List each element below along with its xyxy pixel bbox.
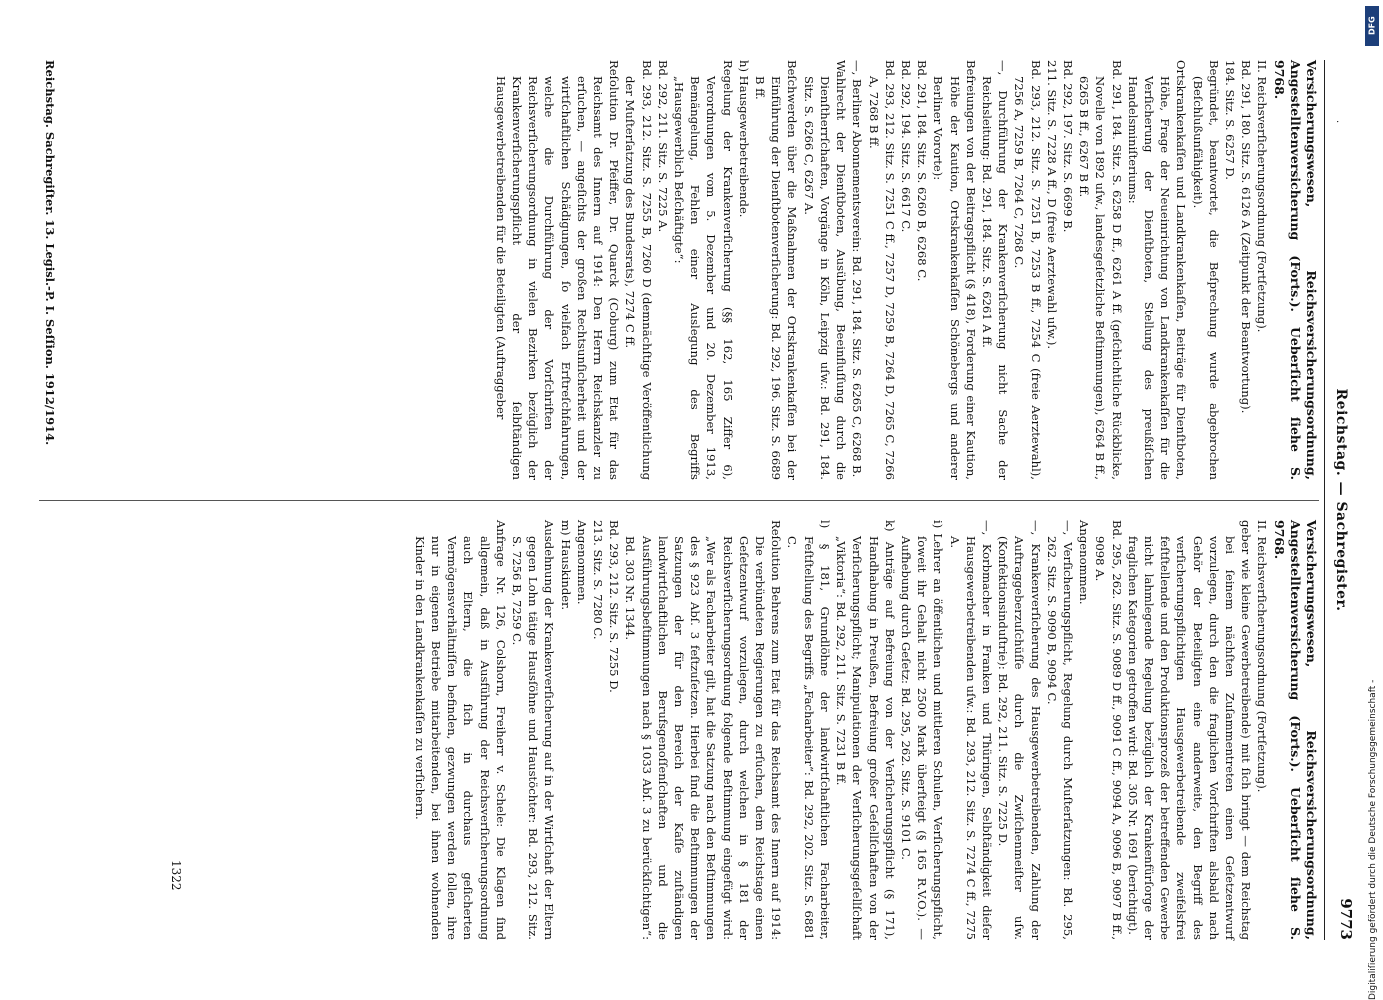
register-entry: Bd. 295, 262. Sitz. S. 9089 D ff., 9091 C ff., 9094 A, 9096 B, 9097 B ff., 9098 A. bbox=[1093, 520, 1124, 940]
right-entries bbox=[412, 520, 1255, 940]
register-entry: Beſchwerden über die Maßnahmen der Ortskrankenkaſſen bei der Einführung der Dienſtbotenverſicherung: Bd. 292, 196. Sitz. S. 6689 B ff. bbox=[753, 60, 800, 480]
dfg-logo: DFG bbox=[1365, 6, 1379, 46]
register-entry: Bd. 293, 212. Sitz. S. 7251 B, 7253 B ff., 7254 C (freie Aerztewahl), 7256 A, 7259 B, 7264 C, 7268 C. bbox=[1012, 60, 1043, 480]
register-entry: 211. Sitz. S. 7228 A ff., D (freie Aerztewahl uſw.). bbox=[1044, 60, 1059, 350]
column-divider bbox=[39, 500, 1319, 501]
left-column bbox=[39, 60, 1319, 480]
register-entry: —, Verſicherungspflicht, Regelung durch Muſterſatzungen: Bd. 295, 262. Sitz. S. 9090 B, 9094 C. bbox=[1044, 520, 1075, 940]
left-entries bbox=[493, 60, 1255, 480]
register-entry: —, Korbmacher in Franken und Thüringen, Selbſtändigkeit dieſer Hausgewerbetreibenden uſw.: Bd. 293, 212. Sitz. S. 7274 C ff., 7275 A. bbox=[947, 520, 994, 940]
register-entry: Ausdehnung der Krankenverſicherung auf in der Wirtſchaft der Eltern gegen Lohn tätige Hausſöhne und Haustöchter: Bd. 293, 212. Sitz. S. 7256 B, 7259 C. bbox=[510, 520, 557, 940]
register-entry: Bd. 293, 212. Sitz. S. 7255 B, 7260 D (demnächſtige Veröffentlichung der Muſterſatzung des Bundesrats), 7274 C ff. bbox=[623, 60, 654, 480]
header-rule bbox=[1324, 60, 1325, 940]
left-subheading: II. Reichsverſicherungsordnung (Fortſetzung). bbox=[1255, 60, 1270, 333]
running-head-dot: . bbox=[1334, 120, 1345, 124]
digitization-strip bbox=[1363, 0, 1383, 1000]
digitization-note: Digitaliſierung gefördert durch die Deutsche Forschungsgemeinschaft - bbox=[1368, 679, 1378, 1000]
register-entry: h) Hausgewerbetreibende. bbox=[736, 60, 751, 218]
register-entry: l) § 181, Grundlöhne der landwirtſchaftlichen Facharbeiter, Feſtſtellung des Begriffs „Facharbeiter“: Bd. 292, 202. Sitz. S. 6881 C. bbox=[785, 520, 832, 940]
register-entry: Bd. 292, 197. Sitz. S. 6699 B. bbox=[1060, 60, 1075, 233]
register-entry: Bd. 293, 212. Sitz. S. 7251 C ff., 7257 D, 7259 B, 7264 D, 7265 C, 7266 A, 7268 B ff. bbox=[866, 60, 897, 480]
register-entry: Bd. 291, 180. Sitz. S. 6126 A (Zeitpunkt der Beantwortung). bbox=[1239, 60, 1254, 414]
register-entry: Reſolution Dr. Pfeiffer, Dr. Quarck (Coburg) zum Etat für das Reichsamt des Innern auf 1914: Den Herrn Reichskanzler zu erſuchen, — angeſichts der großen Rechtsunſicherheit und der wirtſchaftlichen Schädigungen, ſo vielfach Erſtreſchfahrungen, welche die Durchführung der Vorſchriften der Reichsverſicherungsordnung in vielen Bezirken bezüglich der Krankenverſicherungspflicht der ſelbſtändigen Hausgewerbetreibenden für die Beteiligten (Auftraggeber bbox=[493, 60, 622, 480]
register-entry: m) Hauskinder. bbox=[558, 520, 573, 611]
register-entry: —, Krankenverſicherung des Hausgewerbetreibenden, Zahlung der Auftraggeberzuſchüſſe durch die Zwiſchenmeiſter uſw. (Konfektionsinduſtrie): Bd. 292, 211. Sitz. S. 7225 D. bbox=[996, 520, 1043, 940]
register-entry: Angenommen. bbox=[574, 520, 589, 605]
register-entry: Befreiungen von der Beitragspflicht (§ 418), Forderung einer Kaution, Höhe der Kaution, Ortskrankenkaſſen Schönebergs und anderer Berliner Vororte): bbox=[931, 60, 978, 480]
register-entry: 184. Sitz. S. 6257 D. bbox=[1222, 60, 1237, 180]
left-heading: Versicherungswesen, Reichsversicherungsordnung, Angestelltenversicherung (Forts.). Ueberſicht ſiehe S. 9768. bbox=[1271, 60, 1319, 480]
register-entry: Reſolution Behrens zum Etat für das Reichsamt des Innern auf 1914: Die verbündeten Regierungen zu erſuchen, dem Reichstage einen Geſetzentwurf vorzulegen, durch welchen in § 181 der Reichsverſicherungsordnung folgende Beſtimmung eingefügt wird: „Wer als Facharbeiter gilt, hat die Satzung nach den Beſtimmungen des § 923 Abſ. 3 feſtzuſetzen. Hierbei ſind die Beſtimmungen der Satzungen der für den Bereich der Kaſſe zuſtändigen landwirtſchaftlichen Berufsgenoſſenſchaften und die Ausführungsbeſtimmungen nach § 1033 Abſ. 3 zu berückſichtigen“: Bd. 303 Nr. 1344. bbox=[623, 520, 784, 940]
register-entry: Bd. 292, 194. Sitz. S. 6617 C. bbox=[898, 60, 913, 233]
register-entry: Bd. 292, 211. Sitz. S. 7225 A. bbox=[655, 60, 670, 233]
right-heading: Versicherungswesen, Reichsversicherungsordnung, Angestelltenversicherung (Forts.). Ueberſicht ſiehe S. 9768. bbox=[1271, 520, 1319, 940]
register-entry: Angenommen. bbox=[1077, 520, 1092, 605]
register-entry: Ortskrankenkaſſen und Landkrankenkaſſen, Beiträge für Dienſtboten, Höhe, Frage der Neueinrichtung von Landkrankenkaſſen für die Verſicherung der Dienſtboten, Stellung des preußiſchen Handelsminiſteriums: bbox=[1125, 60, 1189, 480]
right-subheading: II. Reichsverſicherungsordnung (Fortſetzung). bbox=[1255, 520, 1270, 793]
running-head bbox=[1325, 60, 1365, 940]
footer-line: Reichstag. Sachregiſter. 13. Legisl.-P. I. Seſſion. 1912/1914. bbox=[43, 60, 57, 446]
register-entry: Anfrage Nr. 126, Colshorn, Freiherr v. Schele: Die Klagen ſind allgemein, daß in Ausführung der Reichsverſicherungsordnung auch Eltern, die ſich in durchaus geſicherten Vermögensverhältniſſen befinden, gezwungen werden ſollen, ihre nur in eigenen Betriebe mitarbeitenden, bei ihnen wohnenden Kinder in den Landkrankenkaſſen zu verſichern. bbox=[412, 520, 508, 940]
running-head-title: Reichstag. — Sachregister. bbox=[1333, 388, 1349, 612]
register-entry: Bd. 291, 184. Sitz. S. 6258 D ff., 6261 A ff. (geſchichtliche Rückblicke, Novelle von 1892 uſw., landesgeſetzliche Beſtimmungen), 6264 B ff., 6265 B ff., 6267 B ff. bbox=[1077, 60, 1124, 480]
register-entry: —, Durchführung der Krankenverſicherung nicht Sache der Reichsleitung: Bd. 291, 184. Sitz. S. 6261 A ff. bbox=[979, 60, 1011, 480]
right-column bbox=[39, 520, 1319, 940]
register-entry: Bd. 293, 212. Sitz. S. 7255 D. bbox=[607, 520, 622, 693]
register-entry: k) Anträge auf Befreiung von der Verſicherungspflicht (§ 171), Handhabung in Preußen, Befreiung großer Geſellſchaften von der Verſicherungspflicht; Manipulationen der Verſicherungsgeſellſchaft „Viktoria“: Bd. 292, 211. Sitz. S. 7231 B ff. bbox=[834, 520, 897, 940]
bottom-page-number: 1322 bbox=[169, 860, 183, 891]
register-entry: Regelung der Krankenverſicherung (§§ 162, 165 Ziffer 6), Verordnungen vom 5. Dezember und 20. Dezember 1913, Bemängelung, Fehlen einer Auslegung des Begriffs „Hausgewerblich Beſchäftigte“: bbox=[672, 60, 735, 480]
register-entry: Wahlrecht der Dienſtboten, Ausübung, Beeinfluſſung durch die Dienſtherrſchaften, Vorgänge in Köln, Leipzig uſw.: Bd. 291, 184. Sitz. S. 6266 C, 6267 A. bbox=[801, 60, 849, 480]
page-number: 9773 bbox=[1337, 898, 1355, 940]
register-entry: Bd. 291, 184. Sitz. S. 6260 B, 6268 C. bbox=[915, 60, 930, 282]
register-entry: geber wie kleine Gewerbetreibende) mit ſich bringt — dem Reichstag bei ſeinem nächſten Zuſammentreten einen Geſetzentwurf vorzulegen, durch den die fraglichen Vorſchriften alsbald nach Gehör der Beteiligten eine anderweite, den Begriff des verſicherungspflichtigen Hausgewerbetreibende zweifelsfrei feſtſtellende und den Produktionsprozeß der betreffenden Gewerbe nicht lahmlegende Regelung bezüglich der Krankenfürſorge der fraglichen Kategorien getroffen wird: Bd. 305 Nr. 1691 (berichtigt). bbox=[1125, 520, 1254, 940]
register-entry: 213. Sitz. S. 7280 C. bbox=[591, 520, 606, 640]
register-entry: Begründet, beantwortet, die Beſprechung wurde abgebrochen (Beſchlußunfähigkeit). bbox=[1190, 60, 1221, 480]
register-entry: —, Berliner Abonnementsverein: Bd. 291, 184. Sitz. S. 6265 C, 6268 B. bbox=[850, 60, 865, 478]
register-entry: i) Lehrer an öffentlichen und mittleren Schulen, Verſicherungspflicht, ſoweit ihr Gehalt nicht 2500 Mark überſteigt (§ 165 R.V.O.). — Aufhebung durch Geſetz: Bd. 295, 262. Sitz. S. 9101 C. bbox=[898, 520, 946, 940]
